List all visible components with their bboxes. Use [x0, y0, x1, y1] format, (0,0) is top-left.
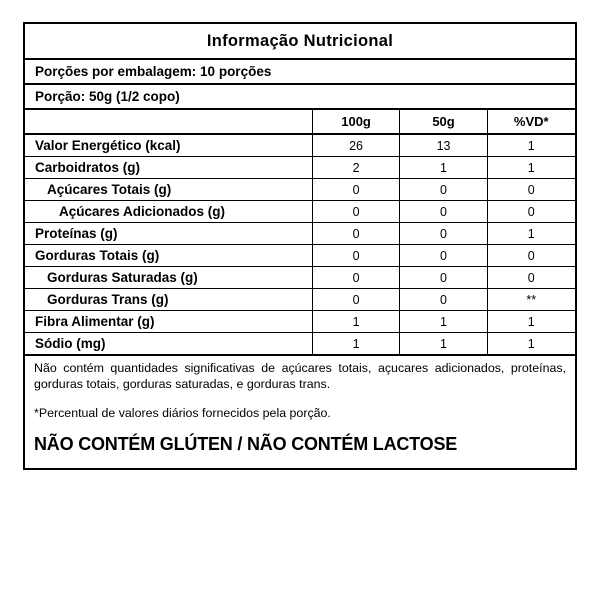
nutrition-facts-label [23, 22, 577, 470]
table-row [25, 245, 575, 267]
nutrient-50g: 0 [400, 179, 487, 201]
nutrition-table-body [25, 110, 575, 354]
nutrient-name: Sódio (mg) [25, 333, 312, 355]
portion-size: Porção: 50g (1/2 copo) [25, 85, 575, 110]
nutrient-name: Proteínas (g) [25, 223, 312, 245]
footnote-insignificant-amounts: Não contém quantidades significativas de açúcares totais, açucares adicionados, proteínas, gorduras totais, gorduras saturadas, e gorduras trans. [34, 361, 566, 391]
nutrient-name: Gorduras Saturadas (g) [25, 267, 312, 289]
nutrient-vd: 1 [487, 223, 575, 245]
nutrient-50g: 0 [400, 223, 487, 245]
label-title: Informação Nutricional [25, 24, 575, 60]
nutrient-100g: 26 [312, 134, 400, 157]
table-row [25, 157, 575, 179]
nutrient-name: Valor Energético (kcal) [25, 134, 312, 157]
header-nutrient [25, 110, 312, 134]
header-vd: %VD* [487, 110, 575, 134]
nutrient-100g: 0 [312, 289, 400, 311]
table-row [25, 311, 575, 333]
nutrient-vd: 0 [487, 201, 575, 223]
header-50g: 50g [400, 110, 487, 134]
nutrient-100g: 0 [312, 179, 400, 201]
table-row [25, 267, 575, 289]
nutrient-name: Carboidratos (g) [25, 157, 312, 179]
table-row [25, 289, 575, 311]
nutrient-vd: 1 [487, 311, 575, 333]
nutrient-50g: 1 [400, 157, 487, 179]
nutrient-100g: 2 [312, 157, 400, 179]
allergen-claim: NÃO CONTÉM GLÚTEN / NÃO CONTÉM LACTOSE [34, 434, 458, 454]
nutrient-vd: 1 [487, 134, 575, 157]
nutrient-100g: 0 [312, 223, 400, 245]
table-row [25, 223, 575, 245]
nutrient-50g: 1 [400, 311, 487, 333]
nutrient-vd: 0 [487, 179, 575, 201]
nutrient-name: Gorduras Totais (g) [25, 245, 312, 267]
nutrient-name: Gorduras Trans (g) [25, 289, 312, 311]
nutrient-name: Açúcares Adicionados (g) [25, 201, 312, 223]
nutrient-vd: 1 [487, 157, 575, 179]
nutrient-50g: 0 [400, 201, 487, 223]
table-row [25, 179, 575, 201]
nutrient-50g: 13 [400, 134, 487, 157]
table-row [25, 201, 575, 223]
header-100g: 100g [312, 110, 400, 134]
nutrient-vd: 1 [527, 336, 535, 351]
table-header-row [25, 110, 575, 134]
servings-per-package: Porções por embalagem: 10 porções [25, 60, 575, 85]
nutrient-vd: 0 [487, 245, 575, 267]
nutrient-name: Fibra Alimentar (g) [25, 311, 312, 333]
footnotes-section [25, 354, 575, 468]
nutrient-100g: 0 [312, 201, 400, 223]
nutrient-name: Açúcares Totais (g) [25, 179, 312, 201]
table-row [25, 333, 575, 355]
nutrient-vd: ** [487, 289, 575, 311]
footnote-daily-values: *Percentual de valores diários fornecidos pela porção. [34, 406, 331, 420]
nutrient-50g: 0 [400, 289, 487, 311]
nutrient-100g: 0 [312, 245, 400, 267]
nutrient-50g: 0 [400, 267, 487, 289]
nutrient-100g: 1 [312, 311, 400, 333]
nutrient-100g: 0 [312, 267, 400, 289]
nutrition-table [25, 110, 575, 354]
table-row [25, 134, 575, 157]
nutrient-50g: 1 [400, 333, 487, 355]
nutrient-vd: 0 [487, 267, 575, 289]
nutrient-100g: 1 [312, 333, 400, 355]
nutrient-50g: 0 [400, 245, 487, 267]
